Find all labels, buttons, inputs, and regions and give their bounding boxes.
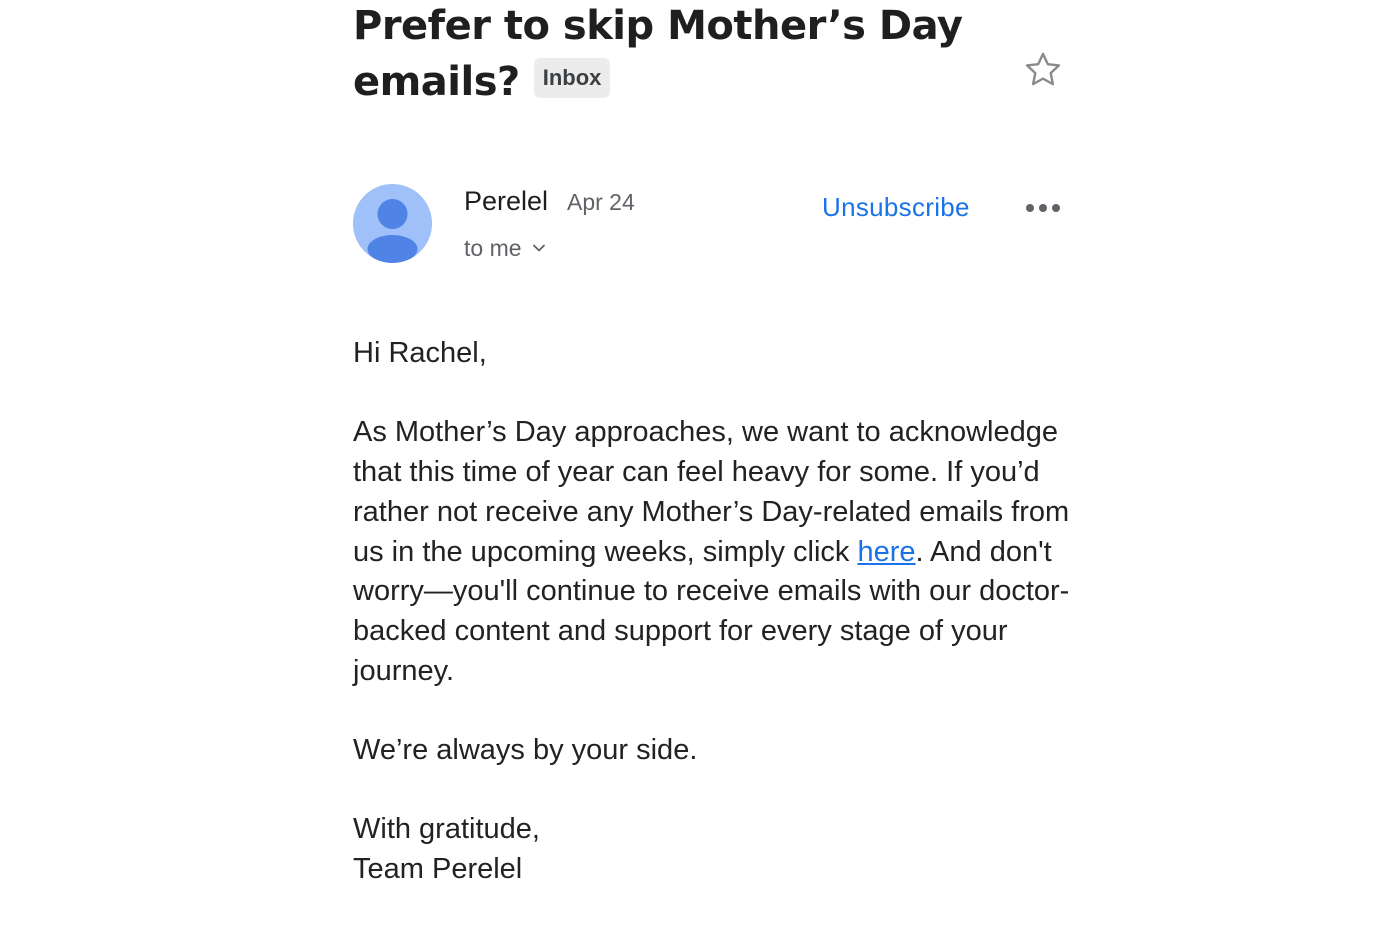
email-view xyxy=(353,0,1073,940)
email-date: Apr 24 xyxy=(567,189,635,215)
subject-line-1: Prefer to skip Mother’s Day xyxy=(353,3,963,49)
subject-line-2 xyxy=(353,50,993,114)
sender-avatar[interactable] xyxy=(353,184,432,263)
recipient-details-toggle[interactable] xyxy=(464,233,546,263)
recipient-label: to me xyxy=(464,235,522,261)
inbox-label-chip[interactable]: Inbox xyxy=(534,58,611,98)
paragraph-spacer xyxy=(353,374,1073,414)
paragraph-text-before-link: As Mother’s Day approaches, we want to acknowledge that this time of year can feel heavy for some. If you’d rather not receive any Mother’s Day-related emails from us in the upcoming weeks, simply click xyxy=(353,416,1070,568)
chevron-down-icon xyxy=(532,243,546,253)
closing-line: We’re always by your side. xyxy=(353,734,698,766)
star-icon[interactable] xyxy=(1021,48,1065,92)
paragraph-spacer xyxy=(353,691,1073,731)
greeting: Hi Rachel, xyxy=(353,337,487,369)
opt-out-link[interactable]: here xyxy=(857,535,916,568)
subject-text: emails? xyxy=(353,59,520,105)
main-paragraph xyxy=(353,413,1073,691)
email-body xyxy=(353,334,1073,890)
unsubscribe-link[interactable]: Unsubscribe xyxy=(822,192,970,222)
email-subject xyxy=(353,0,993,114)
more-options-icon[interactable] xyxy=(1021,194,1065,222)
sender-name[interactable]: Perelel xyxy=(464,186,549,216)
signoff: With gratitude, xyxy=(353,813,540,846)
paragraph-spacer xyxy=(353,771,1073,811)
person-avatar-icon xyxy=(353,184,432,263)
paragraph-text-after-link: . And don't worry—you'll continue to receive emails with our doctor-backed content and support for every stage of your journey. xyxy=(353,535,1070,687)
signature: Team Perelel xyxy=(353,853,523,886)
